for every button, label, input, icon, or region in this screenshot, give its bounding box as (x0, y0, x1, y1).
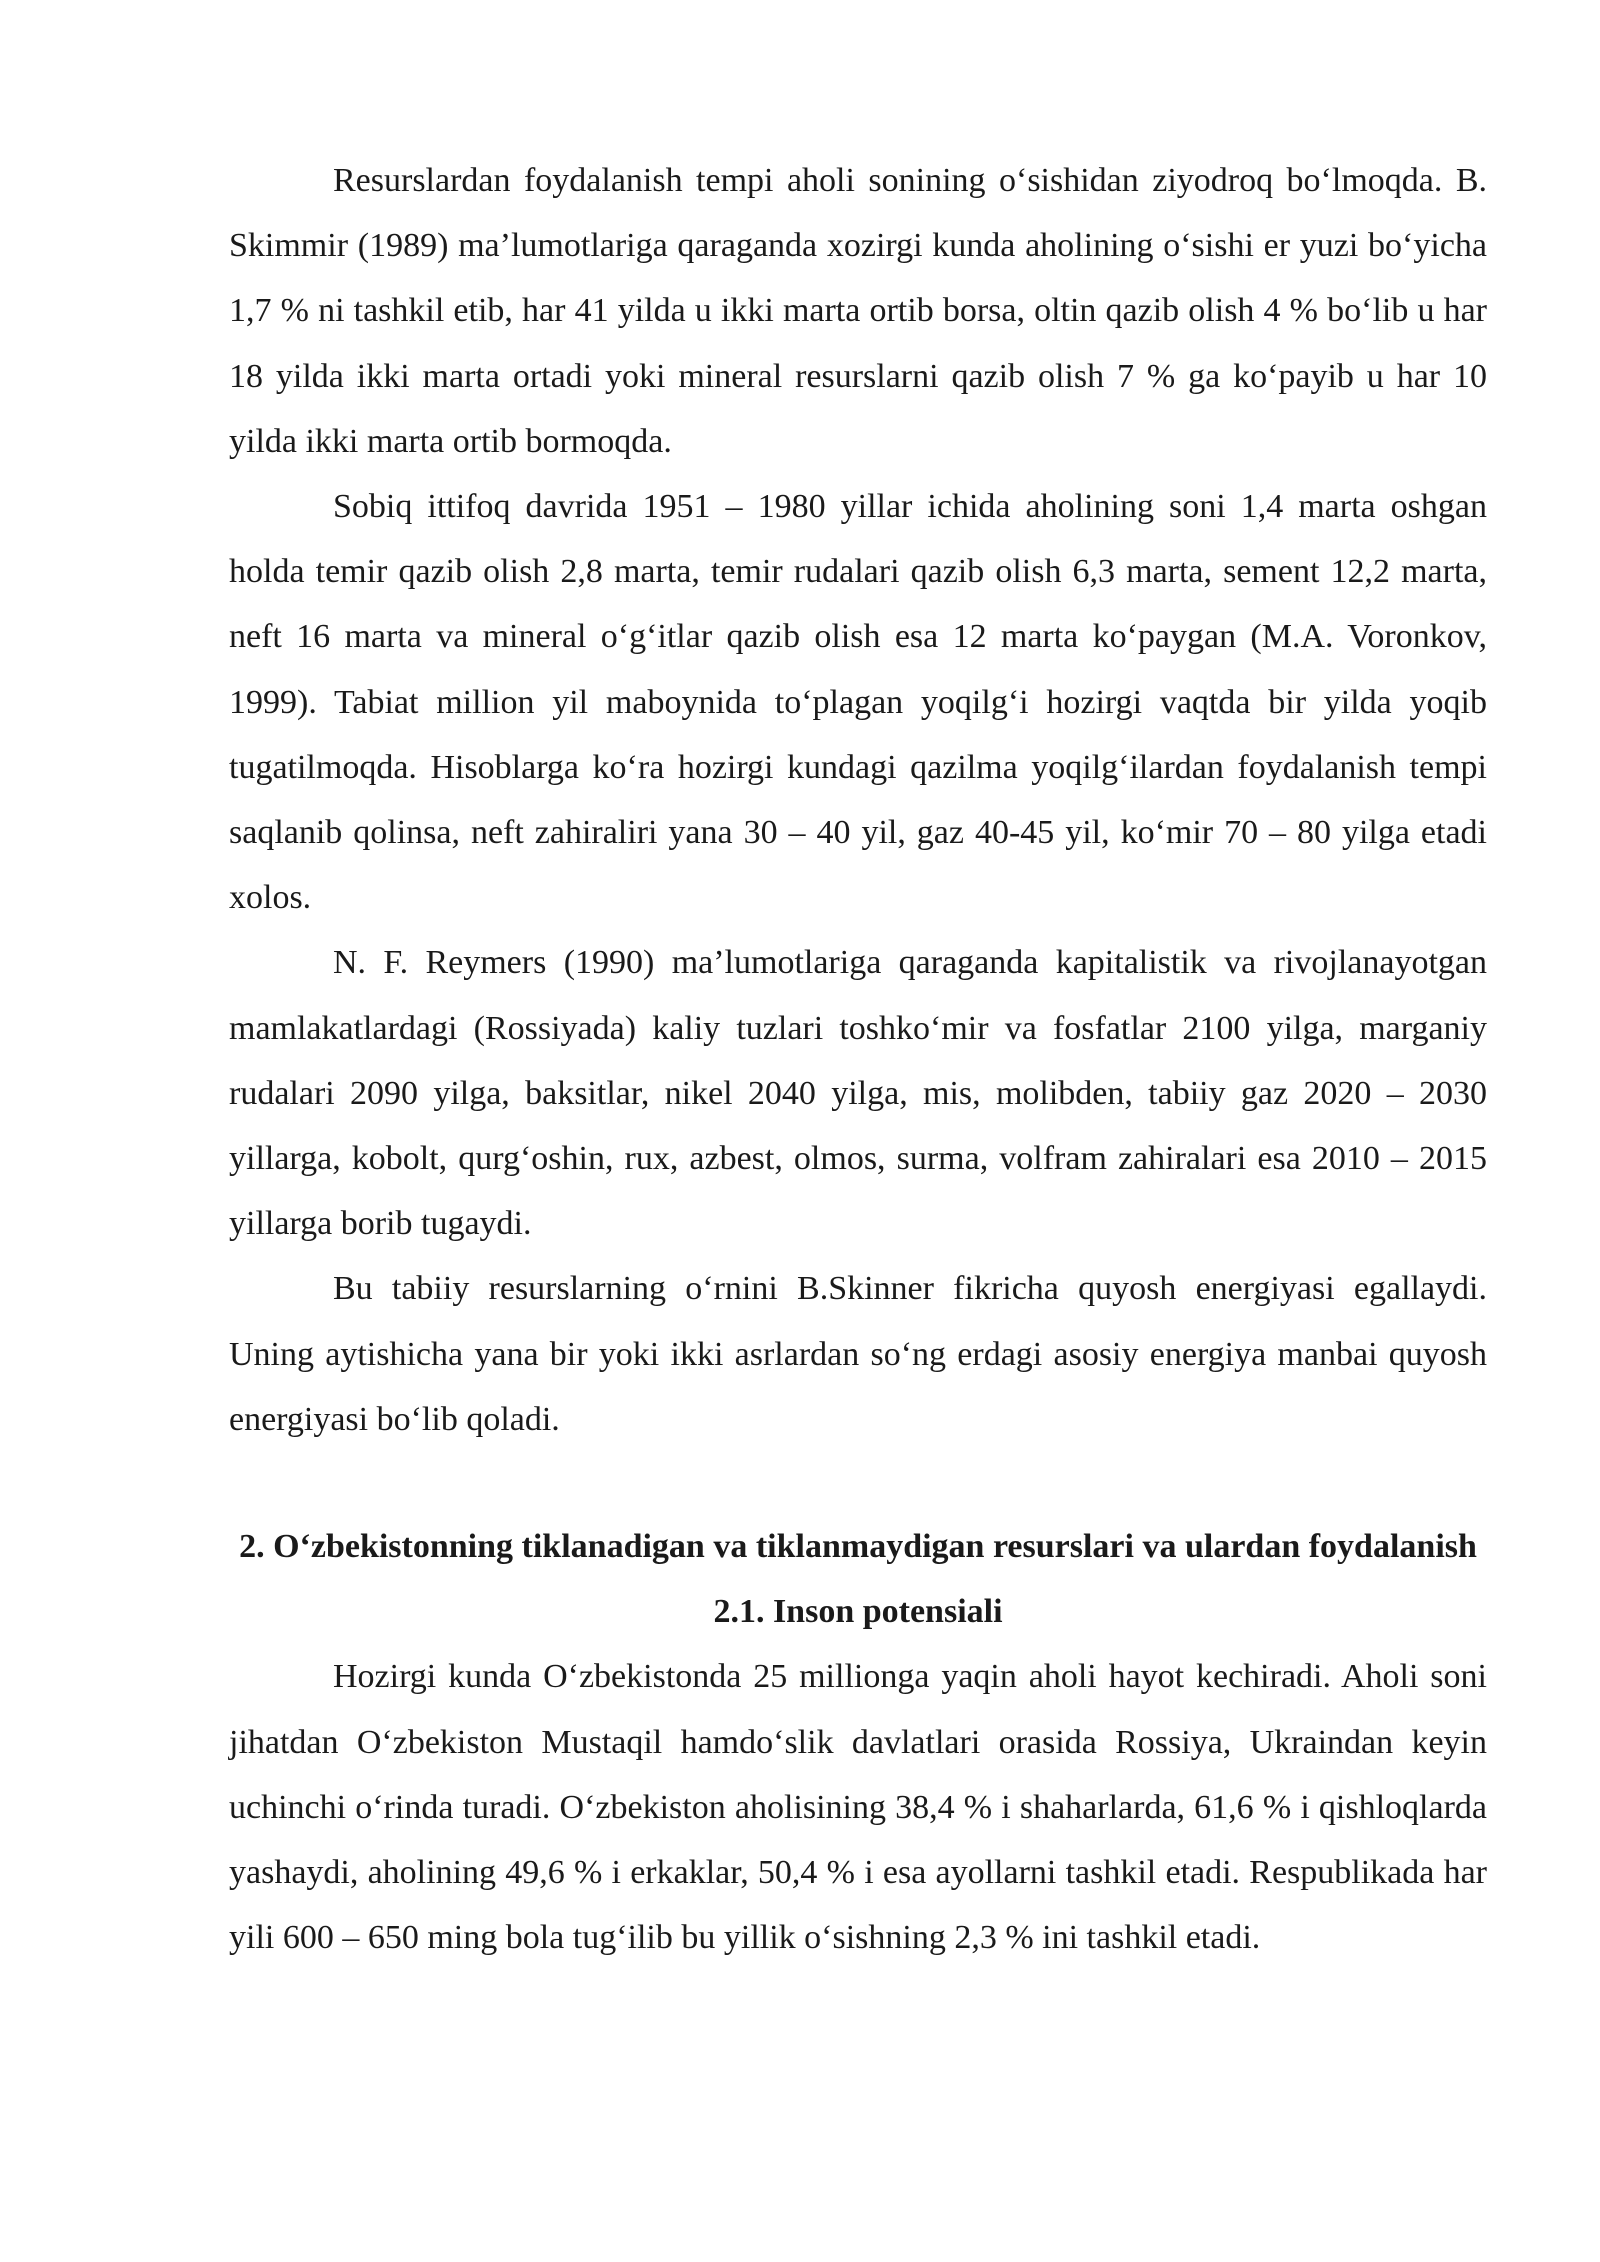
paragraph-soviet-era-growth: Sobiq ittifoq davrida 1951 – 1980 yillar ichida aholining soni 1,4 marta oshgan holda temir qazib olish 2,8 marta, temir rudalari qazib olish 6,3 marta, sement 12,2 marta, neft 16 marta va mineral o‘g‘itlar qazib olish esa 12 marta ko‘paygan (M.A. Voronkov, 1999). Tabiat million yil maboynida to‘plagan yoqilg‘i hozirgi vaqtda bir yilda yoqib tugatilmoqda. Hisoblarga ko‘ra hozirgi kundagi qazilma yoqilg‘ilardan foydalanish tempi saqlanib qolinsa, neft zahiraliri yana 30 – 40 yil, gaz 40-45 yil, ko‘mir 70 – 80 yilga etadi xolos. (229, 488, 1487, 917)
section-heading: 2. O‘zbekistonning tiklanadigan va tiklanmaydigan resurslari va ulardan foydalanish (239, 1528, 1477, 1566)
document-page (229, 148, 1487, 1970)
paragraph-reserves-depletion: N. F. Reymers (1990) ma’lumotlariga qaraganda kapitalistik va rivojlanayotgan mamlakatlardagi (Rossiyada) kaliy tuzlari toshko‘mir va fosfatlar 2100 yilga, marganiy rudalari 2090 yilga, baksitlar, nikel 2040 yilga, mis, molibden, tabiiy gaz 2020 – 2030 yillarga, kobolt, qurg‘oshin, rux, azbest, olmos, surma, volfram zahiralari esa 2010 – 2015 yillarga borib tugaydi. (229, 944, 1487, 1243)
paragraph-resource-use-tempo: Resurslardan foydalanish tempi aholi sonining o‘sishidan ziyodroq bo‘lmoqda. B. Skimmir (1989) ma’lumotlariga qaraganda xozirgi kunda aholining o‘sishi er yuzi bo‘yicha 1,7 % ni tashkil etib, har 41 yilda u ikki marta ortib borsa, oltin qazib olish 4 % bo‘lib u har 18 yilda ikki marta ortadi yoki mineral resurslarni qazib olish 7 % ga ko‘payib u har 10 yilda ikki marta ortib bormoqda. (229, 162, 1487, 460)
paragraph-solar-energy: Bu tabiiy resurslarning o‘rnini B.Skinner fikricha quyosh energiyasi egallaydi. Uning aytishicha yana bir yoki ikki asrlardan so‘ng erdagi asosiy energiya manbai quyosh energiyasi bo‘lib qoladi. (229, 1270, 1487, 1438)
subsection-heading: 2.1. Inson potensiali (713, 1593, 1003, 1631)
paragraph-population: Hozirgi kunda O‘zbekistonda 25 millionga yaqin aholi hayot kechiradi. Aholi soni jihatdan O‘zbekiston Mustaqil hamdo‘slik davlatlari orasida Rossiya, Ukraindan keyin uchinchi o‘rinda turadi. O‘zbekiston aholisining 38,4 % i shaharlarda, 61,6 % i qishloqlarda yashaydi, aholining 49,6 % i erkaklar, 50,4 % i esa ayollarni tashkil etadi. Respublikada har yili 600 – 650 ming bola tug‘ilib bu yillik o‘sishning 2,3 % ini tashkil etadi. (229, 1658, 1487, 1957)
